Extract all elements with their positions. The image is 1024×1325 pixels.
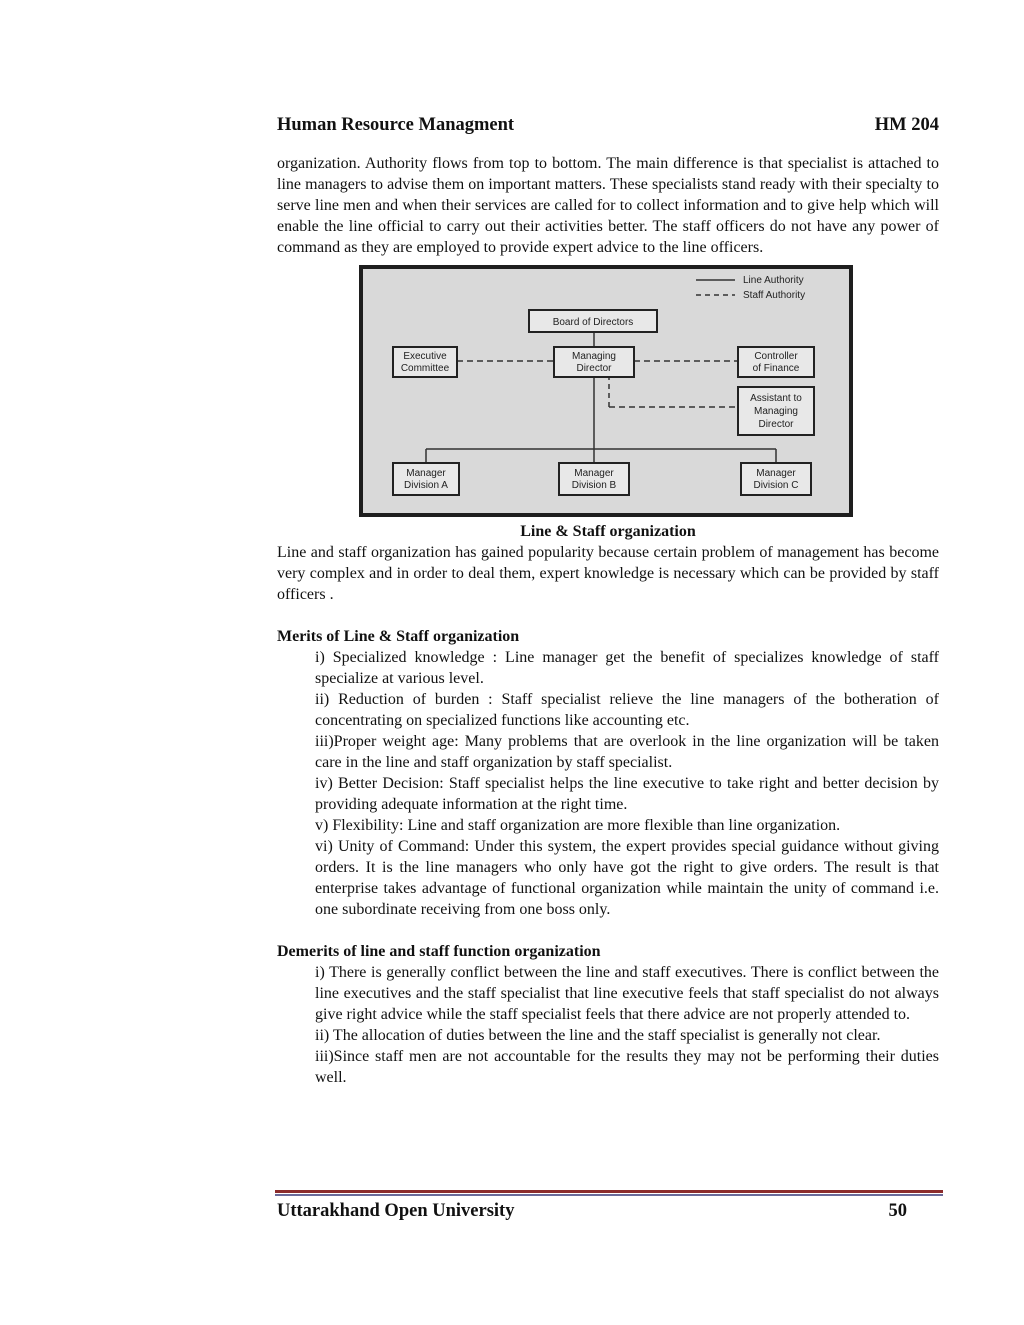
- svg-text:Manager: Manager: [406, 468, 446, 479]
- svg-text:Executive: Executive: [403, 351, 447, 362]
- legend-line-authority: Line Authority: [743, 275, 804, 286]
- svg-text:Committee: Committee: [400, 363, 450, 374]
- box-controller-of-finance: [738, 347, 814, 377]
- svg-text:Manager: Manager: [756, 468, 796, 479]
- list-item: v) Flexibility: Line and staff organization are more flexible than line organization.: [315, 817, 841, 834]
- svg-text:Controller: Controller: [754, 351, 798, 362]
- box-managing-director: [554, 347, 634, 377]
- list-item: i) Specialized knowledge : Line manager get the benefit of specializes knowledge of staff specialize at various level.: [315, 649, 939, 687]
- svg-text:Board of Directors: Board of Directors: [552, 317, 634, 328]
- legend-staff-authority: Staff Authority: [743, 290, 806, 301]
- org-chart: [363, 269, 849, 513]
- merits-list: [315, 647, 939, 920]
- svg-text:Division B: Division B: [571, 480, 617, 491]
- list-item: ii) Reduction of burden : Staff specialist relieve the line managers of the botheration of concentrating on specialized functions like accounting etc.: [315, 691, 939, 729]
- figure-caption: Line & Staff organization: [520, 523, 696, 540]
- svg-text:Director: Director: [758, 419, 794, 430]
- demerits-list: [315, 962, 939, 1088]
- list-item: ii) The allocation of duties between the line and the staff specialist is generally not clear.: [315, 1027, 881, 1044]
- svg-text:Division C: Division C: [753, 480, 799, 491]
- svg-text:Division A: Division A: [404, 480, 448, 491]
- list-item: vi) Unity of Command: Under this system, the expert provides special guidance without giving orders. It is the line managers who only have got the right to give orders. The result is that enterprise takes advantage of functional organization while maintain the unity of command i.e. one subordinate receiving from one boss only.: [315, 838, 939, 918]
- page-content: [277, 153, 939, 1088]
- box-manager-division-a: [393, 463, 459, 495]
- svg-text:Director: Director: [576, 363, 612, 374]
- page-footer: [277, 1201, 907, 1222]
- popularity-paragraph: Line and staff organization has gained popularity because certain problem of management has become very complex and in order to deal them, expert knowledge is necessary which can be provided by staff officers .: [277, 544, 939, 603]
- svg-text:Managing: Managing: [572, 351, 616, 362]
- footer-university: Uttarakhand Open University: [277, 1201, 515, 1221]
- svg-text:of Finance: of Finance: [752, 363, 800, 374]
- box-manager-division-b: [559, 463, 629, 495]
- page-header: [277, 115, 939, 136]
- list-item: iii)Proper weight age: Many problems that are overlook in the line organization will be taken care in the line and staff organization by staff specialist.: [315, 733, 939, 771]
- merits-heading: Merits of Line & Staff organization: [277, 628, 520, 645]
- svg-text:Manager: Manager: [574, 468, 614, 479]
- header-title: Human Resource Managment: [277, 115, 515, 135]
- list-item: iv) Better Decision: Staff specialist helps the line executive to take right and better decision by providing adequate information at the right time.: [315, 775, 939, 813]
- org-chart-figure: [359, 265, 853, 517]
- svg-text:Managing: Managing: [754, 406, 798, 417]
- footer-divider: [275, 1190, 943, 1196]
- box-manager-division-c: [741, 463, 811, 495]
- svg-text:Assistant to: Assistant to: [750, 393, 802, 404]
- list-item: iii)Since staff men are not accountable for the results they may not be performing their duties well.: [315, 1048, 939, 1086]
- intro-paragraph: organization. Authority flows from top to bottom. The main difference is that specialist is attached to line managers to advise them on important matters. These specialists stand ready with their specialty to serve line men and when their services are called for to collect information and to give help which will enable the line official to carry out their activities better. The staff officers do not have any power of command as they are employed to provide expert advice to the line officers.: [277, 155, 939, 256]
- box-executive-committee: [393, 347, 457, 377]
- header-code: HM 204: [874, 115, 939, 135]
- page-number: 50: [888, 1201, 907, 1221]
- demerits-heading: Demerits of line and staff function organization: [277, 943, 601, 960]
- box-assistant-to-md: [738, 387, 814, 435]
- list-item: i) There is generally conflict between the line and staff executives. There is conflict between the line executives and the staff specialist that line executive feels that staff specialist do not always give right advice while the staff specialist feels that there advice are not properly attended to.: [315, 964, 939, 1023]
- box-board-of-directors: [529, 310, 657, 332]
